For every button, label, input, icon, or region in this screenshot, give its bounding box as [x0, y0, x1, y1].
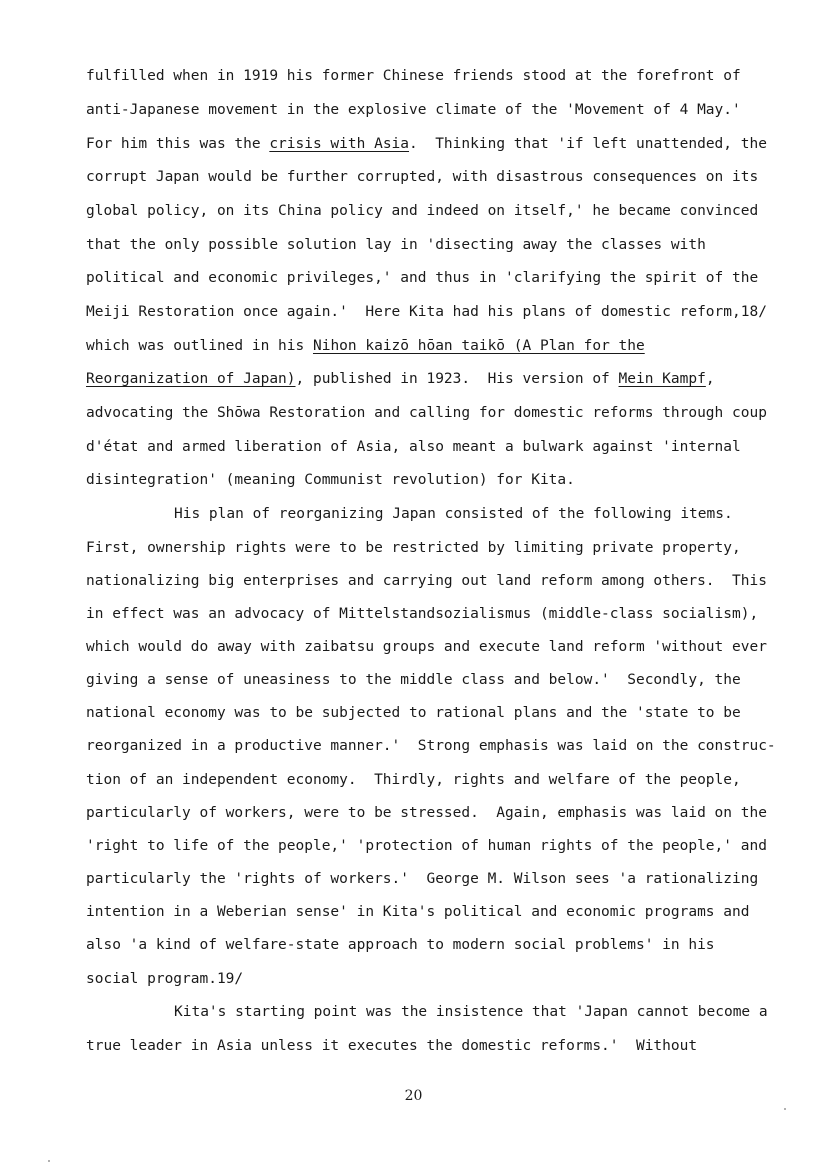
text-line — [86, 570, 767, 592]
text-run: 'right to life of the people,' 'protection of human rights of the people,' and — [86, 838, 767, 854]
text-run: . Thinking that 'if left unattended, the — [409, 136, 767, 152]
text-run: social program.19/ — [86, 971, 244, 987]
text-line — [86, 99, 741, 121]
text-line — [86, 835, 767, 857]
text-run: which was outlined in his — [86, 338, 313, 354]
text-run: fulfilled when in 1919 his former Chinese friends stood at the forefront of — [86, 68, 741, 84]
page-number: 20 — [404, 1088, 423, 1104]
text-line — [86, 166, 758, 188]
text-line — [86, 901, 749, 923]
text-run: giving a sense of uneasiness to the middle class and below.' Secondly, the — [86, 672, 741, 688]
text-run: , published in 1923. His version of — [295, 371, 619, 387]
scan-speck — [784, 1108, 786, 1110]
text-line — [86, 133, 767, 155]
text-run: advocating the Shōwa Restoration and calling for domestic reforms through coup — [86, 405, 767, 421]
text-line — [86, 735, 776, 757]
text-run: tion of an independent economy. Thirdly, rights and welfare of the people, — [86, 772, 741, 788]
text-run: that the only possible solution lay in 'disecting away the classes with — [86, 237, 706, 253]
text-line — [86, 934, 715, 956]
text-line — [174, 503, 733, 525]
text-line — [86, 669, 741, 691]
text-run: global policy, on its China policy and indeed on itself,' he became convinced — [86, 203, 759, 219]
text-run: national economy was to be subjected to rational plans and the 'state to be — [86, 705, 741, 721]
underlined-title: Reorganization of Japan) — [86, 371, 296, 387]
text-line — [86, 769, 741, 791]
text-run: , — [705, 371, 715, 387]
text-run: For him this was the — [86, 136, 270, 152]
text-line — [86, 65, 741, 87]
text-line — [86, 1035, 697, 1057]
text-run: true leader in Asia unless it executes the domestic reforms.' Without — [86, 1038, 698, 1054]
text-run: Meiji Restoration once again.' Here Kita had his plans of domestic reform,18/ — [86, 304, 767, 320]
text-run: d'état and armed liberation of Asia, also meant a bulwark against 'internal — [86, 439, 741, 455]
underlined-title: Mein Kampf — [618, 371, 706, 387]
text-run: intention in a Weberian sense' in Kita's political and economic programs and — [86, 904, 750, 920]
scan-speck — [48, 1160, 50, 1162]
text-run: particularly the 'rights of workers.' George M. Wilson sees 'a rationalizing — [86, 871, 759, 887]
text-run: particularly of workers, were to be stressed. Again, emphasis was laid on the — [86, 805, 767, 821]
text-line — [174, 1001, 768, 1023]
underlined-title: Nihon kaizō hōan taikō (A Plan for the — [312, 338, 645, 354]
text-run: First, ownership rights were to be restricted by limiting private property, — [86, 540, 741, 556]
text-line — [86, 537, 741, 559]
text-line — [86, 267, 758, 289]
text-run: disintegration' (meaning Communist revolution) for Kita. — [86, 472, 575, 488]
text-run: also 'a kind of welfare-state approach to modern social problems' in his — [86, 937, 715, 953]
text-run: anti-Japanese movement in the explosive climate of the 'Movement of 4 May.' — [86, 102, 741, 118]
text-line — [86, 335, 645, 357]
underlined-title: crisis with Asia — [269, 136, 410, 152]
text-line — [86, 469, 575, 491]
text-line — [86, 636, 767, 658]
text-run: reorganized in a productive manner.' Strong emphasis was laid on the construc- — [86, 738, 776, 754]
text-run: corrupt Japan would be further corrupted, with disastrous consequences on its — [86, 169, 759, 185]
text-run: in effect was an advocacy of Mittelstandsozialismus (middle-class socialism), — [86, 606, 759, 622]
text-line — [86, 702, 741, 724]
text-line — [86, 603, 758, 625]
text-line — [86, 200, 758, 222]
text-run: Kita's starting point was the insistence that 'Japan cannot become a — [174, 1004, 768, 1020]
text-run: political and economic privileges,' and thus in 'clarifying the spirit of the — [86, 270, 759, 286]
text-line — [86, 234, 706, 256]
text-line — [86, 968, 243, 990]
text-line — [86, 436, 741, 458]
text-line — [86, 402, 767, 424]
text-line — [86, 868, 758, 890]
text-line — [86, 368, 715, 390]
text-run: which would do away with zaibatsu groups and execute land reform 'without ever — [86, 639, 767, 655]
text-line — [86, 802, 767, 824]
text-run: nationalizing big enterprises and carrying out land reform among others. This — [86, 573, 767, 589]
text-line — [86, 301, 767, 323]
text-run: His plan of reorganizing Japan consisted of the following items. — [174, 506, 733, 522]
